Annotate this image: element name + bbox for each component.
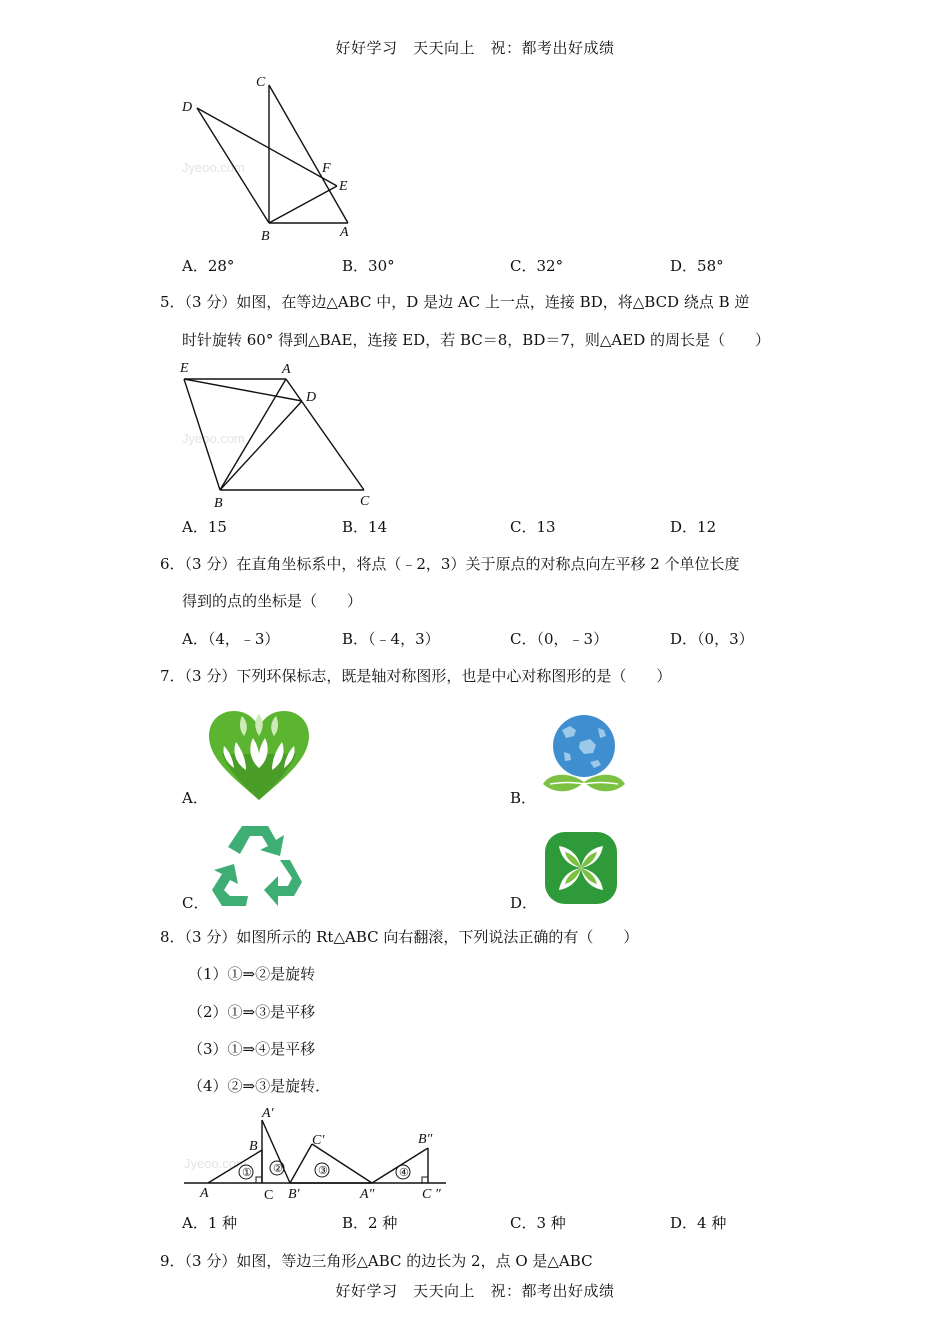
q6-text-line1: 6．（3 分）在直角坐标系中，将点（﹣2，3）关于原点的对称点向左平移 2 个单位长度 bbox=[160, 555, 740, 573]
q5-label-d: D bbox=[306, 390, 317, 405]
q6-option-a[interactable]: A．（4，﹣3） bbox=[182, 630, 280, 648]
watermark: Jyeoo.com bbox=[182, 431, 245, 446]
q7-option-a[interactable]: A． bbox=[182, 789, 208, 807]
q5-figure bbox=[172, 355, 392, 515]
q5-label-b: B bbox=[214, 496, 223, 511]
q5-option-c[interactable]: C．13 bbox=[510, 518, 556, 536]
q5-label-c: C bbox=[360, 494, 370, 509]
q8-label-b2: B″ bbox=[418, 1132, 433, 1147]
q8-item-3: （3）①⇒④是平移 bbox=[188, 1040, 316, 1058]
q8-text-line1: 8．（3 分）如图所示的 Rt△ABC 向右翻滚，下列说法正确的有（ ） bbox=[160, 928, 639, 946]
q6-option-b[interactable]: B．（﹣4，3） bbox=[342, 630, 440, 648]
q9-text-line1: 9．（3 分）如图，等边三角形△ABC 的边长为 2，点 O 是△ABC bbox=[160, 1252, 593, 1270]
q6-option-d[interactable]: D．（0，3） bbox=[670, 630, 754, 648]
page-header: 好好学习 天天向上 祝：都考出好成绩 bbox=[335, 39, 615, 57]
q5-label-e: E bbox=[180, 361, 189, 376]
q8-label-c: C bbox=[264, 1188, 274, 1203]
q4-label-f: F bbox=[322, 161, 331, 176]
q8-num-4: ④ bbox=[399, 1167, 409, 1179]
q5-label-a: A bbox=[282, 362, 291, 377]
q4-label-d: D bbox=[182, 100, 193, 115]
q4-option-d[interactable]: D．58° bbox=[670, 257, 724, 275]
recycle-logo-icon bbox=[208, 820, 304, 908]
q8-option-b[interactable]: B．2 种 bbox=[342, 1214, 398, 1232]
q5-option-b[interactable]: B．14 bbox=[342, 518, 388, 536]
q8-label-a: A bbox=[200, 1186, 209, 1201]
q4-option-b[interactable]: B．30° bbox=[342, 257, 395, 275]
q8-item-2: （2）①⇒③是平移 bbox=[188, 1003, 316, 1021]
four-leaf-logo-icon bbox=[543, 830, 619, 906]
q5-text-line1: 5．（3 分）如图，在等边△ABC 中，D 是边 AC 上一点，连接 BD，将△BCD 绕点 B 逆 bbox=[160, 293, 750, 311]
q7-option-b[interactable]: B． bbox=[510, 789, 537, 807]
q8-label-b1: B′ bbox=[288, 1187, 300, 1202]
q8-num-1: ① bbox=[242, 1167, 252, 1179]
q4-label-e: E bbox=[339, 179, 348, 194]
page-footer: 好好学习 天天向上 祝：都考出好成绩 bbox=[335, 1282, 615, 1300]
q6-text-line2: 得到的点的坐标是（ ） bbox=[182, 592, 363, 610]
q5-option-a[interactable]: A．15 bbox=[182, 518, 227, 536]
q8-label-a2: A″ bbox=[360, 1187, 375, 1202]
q4-label-c: C bbox=[256, 75, 266, 90]
q4-figure bbox=[172, 68, 372, 248]
q8-label-b: B bbox=[249, 1139, 258, 1154]
q7-text-line1: 7．（3 分）下列环保标志，既是轴对称图形，也是中心对称图形的是（ ） bbox=[160, 667, 672, 685]
q4-option-a[interactable]: A．28° bbox=[182, 257, 235, 275]
q8-option-c[interactable]: C．3 种 bbox=[510, 1214, 566, 1232]
globe-leaf-logo-icon bbox=[540, 712, 628, 804]
watermark: Jyeoo.com bbox=[182, 160, 245, 175]
q8-option-d[interactable]: D．4 种 bbox=[670, 1214, 727, 1232]
q4-label-a: A bbox=[340, 225, 349, 240]
q4-option-c[interactable]: C．32° bbox=[510, 257, 564, 275]
q7-option-c[interactable]: C． bbox=[182, 894, 209, 912]
q8-figure bbox=[178, 1100, 458, 1206]
q6-option-c[interactable]: C．（0，﹣3） bbox=[510, 630, 609, 648]
q8-num-2: ② bbox=[273, 1163, 283, 1175]
q5-text-line2: 时针旋转 60° 得到△BAE，连接 ED，若 BC＝8，BD＝7，则△AED 的周长是（ ） bbox=[182, 331, 771, 349]
q8-label-c1: C′ bbox=[312, 1133, 325, 1148]
q8-option-a[interactable]: A．1 种 bbox=[182, 1214, 238, 1232]
q8-num-3: ③ bbox=[318, 1165, 328, 1177]
q8-item-4: （4）②⇒③是旋转． bbox=[188, 1077, 331, 1095]
heart-leaf-logo-icon bbox=[206, 708, 312, 802]
q8-label-a1: A′ bbox=[262, 1106, 274, 1121]
q4-label-b: B bbox=[261, 229, 270, 244]
q5-option-d[interactable]: D．12 bbox=[670, 518, 717, 536]
q8-item-1: （1）①⇒②是旋转 bbox=[188, 965, 316, 983]
q7-option-d[interactable]: D． bbox=[510, 894, 538, 912]
watermark: Jyeoo.com bbox=[184, 1156, 247, 1171]
q8-label-c2: C ″ bbox=[422, 1187, 441, 1202]
